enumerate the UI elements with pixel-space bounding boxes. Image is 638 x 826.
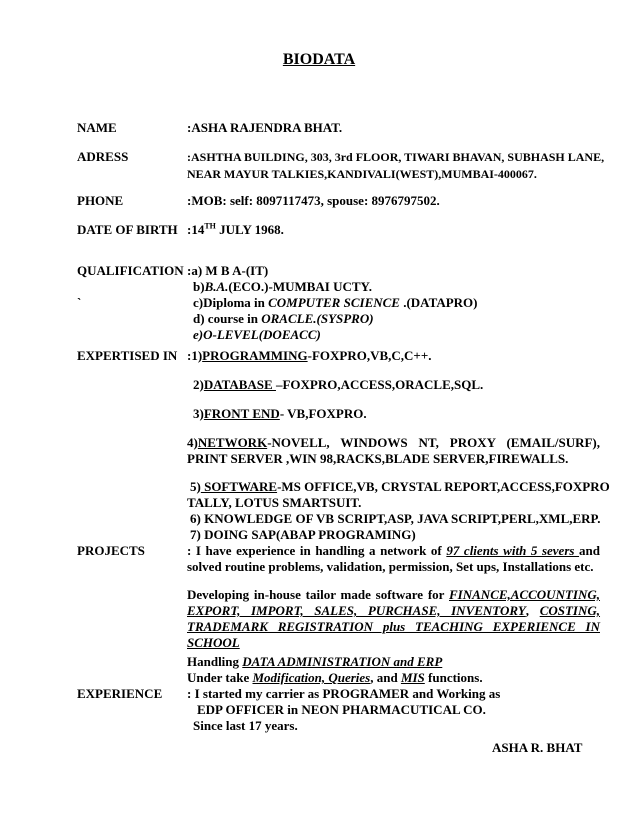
label-dob: DATE OF BIRTH	[77, 222, 178, 237]
expertise-7: 7) DOING SAP(ABAP PROGRAMING)	[190, 527, 416, 542]
address-line2: NEAR MAYUR TALKIES,KANDIVALI(WEST),MUMBAI-400067.	[187, 167, 537, 181]
qualification-b	[193, 279, 372, 295]
label-name: NAME	[77, 120, 117, 135]
expertise-1	[187, 348, 431, 364]
project-handling-pre: Handling	[187, 654, 243, 669]
expertise-1-head: PROGRAMMING	[202, 348, 308, 363]
expertise-6: 6) KNOWLEDGE OF VB SCRIPT,ASP, JAVA SCRIPT,PERL,XML,ERP.	[190, 511, 601, 526]
qualification-b-post: (ECO.)-MUMBAI UCTY.	[228, 279, 373, 294]
expertise-4-head: NETWORK	[197, 435, 268, 450]
name-value: :ASHA RAJENDRA BHAT.	[187, 120, 343, 135]
experience-line2: EDP OFFICER in NEON PHARMACUTICAL CO.	[197, 702, 486, 717]
expertise-5-num: 5)	[190, 479, 201, 494]
phone-value: :MOB: self: 8097117473, spouse: 8976797502.	[187, 193, 440, 208]
qualification-c	[193, 295, 477, 311]
qualification-d	[193, 311, 374, 327]
project-software-areas2: COSTING, TRADEMARK REGISTRATION plus TEACHING EXPERIENCE IN SCHOOL	[187, 603, 601, 650]
label-projects: PROJECTS	[77, 543, 145, 558]
qualification-c-post: .(DATAPRO)	[399, 295, 478, 310]
project-handling-link: DATA ADMINISTRATION and ERP	[242, 654, 443, 669]
project-network	[187, 543, 600, 575]
qualification-mark: `	[77, 295, 82, 310]
experience-line1: : I started my carrier as PROGRAMER and Working as	[187, 686, 501, 701]
project-network-pre: : I have experience in handling a network of	[187, 543, 447, 558]
expertise-2	[193, 377, 483, 393]
qualification-b-pre: b)	[193, 279, 205, 294]
qualification-e: e)O-LEVEL(DOEACC)	[193, 327, 321, 342]
project-undertake	[187, 670, 483, 686]
expertise-4	[187, 435, 600, 467]
label-phone: PHONE	[77, 193, 124, 208]
experience-line3: Since last 17 years.	[193, 718, 298, 733]
expertise-5-line2: TALLY, LOTUS SMARTSUIT.	[187, 495, 362, 510]
project-undertake-l2: MIS	[400, 670, 425, 685]
project-undertake-l1: Modification, Queries	[252, 670, 371, 685]
expertise-2-rest: –FOXPRO,ACCESS,ORACLE,SQL.	[275, 377, 484, 392]
qualification-a: :a) M B A-(IT)	[187, 263, 269, 278]
expertise-2-num: 2)	[193, 377, 204, 392]
address-line1: :ASHTHA BUILDING, 303, 3rd FLOOR, TIWARI BHAVAN, SUBHASH LANE,	[187, 150, 605, 164]
project-software-pre: Developing in-house tailor made software for	[187, 587, 450, 602]
expertise-5	[190, 479, 610, 495]
project-software	[187, 587, 600, 651]
signature: ASHA R. BHAT	[492, 740, 583, 755]
label-qualification: QUALIFICATION	[77, 263, 184, 278]
expertise-3-num: 3)	[193, 406, 204, 421]
label-address: ADRESS	[77, 149, 129, 164]
page-title: BIODATA	[282, 51, 356, 68]
expertise-2-head: DATABASE	[203, 377, 276, 392]
qualification-d-course: ORACLE.(SYSPRO)	[261, 311, 374, 326]
project-undertake-pre: Under take	[187, 670, 253, 685]
qualification-d-pre: d) course in	[193, 311, 262, 326]
project-handling	[187, 654, 442, 670]
project-network-post: and solved routine problems, validation, permission, Set ups, Installations etc.	[187, 543, 600, 574]
qualification-c-subject: COMPUTER SCIENCE	[268, 295, 400, 310]
expertise-4-rest: -NOVELL, WINDOWS NT, PROXY (EMAIL/SURF), PRINT SERVER ,WIN 98,RACKS,BLADE SERVER,FIREWALLS.	[187, 435, 600, 466]
expertise-1-num: :1)	[187, 348, 203, 363]
expertise-5-head: SOFTWARE	[200, 479, 278, 494]
expertise-3-head: FRONT END	[203, 406, 280, 421]
dob-value	[187, 222, 284, 238]
expertise-5-rest: -MS OFFICE,VB, CRYSTAL REPORT,ACCESS,FOXPRO	[277, 479, 610, 494]
label-expertised: EXPERTISED IN	[77, 348, 178, 363]
dob-superscript: TH	[204, 221, 216, 231]
project-software-mid: ,	[525, 603, 540, 618]
dob-rest: JULY 1968.	[215, 222, 284, 237]
expertise-4-num: 4)	[187, 435, 198, 450]
qualification-c-pre: c)Diploma in	[193, 295, 269, 310]
dob-prefix: :14	[187, 222, 205, 237]
project-network-clients: 97 clients with 5 severs	[446, 543, 580, 558]
qualification-b-degree: B.A.	[204, 279, 229, 294]
expertise-1-rest: -FOXPRO,VB,C,C++.	[307, 348, 432, 363]
project-undertake-post: functions.	[424, 670, 483, 685]
label-experience: EXPERIENCE	[77, 686, 163, 701]
project-software-areas: FINANCE,ACCOUNTING, EXPORT, IMPORT, SALES, PURCHASE, INVENTORY	[187, 587, 600, 618]
expertise-3	[193, 406, 367, 422]
project-undertake-mid: , and	[370, 670, 401, 685]
expertise-3-rest: - VB,FOXPRO.	[279, 406, 367, 421]
